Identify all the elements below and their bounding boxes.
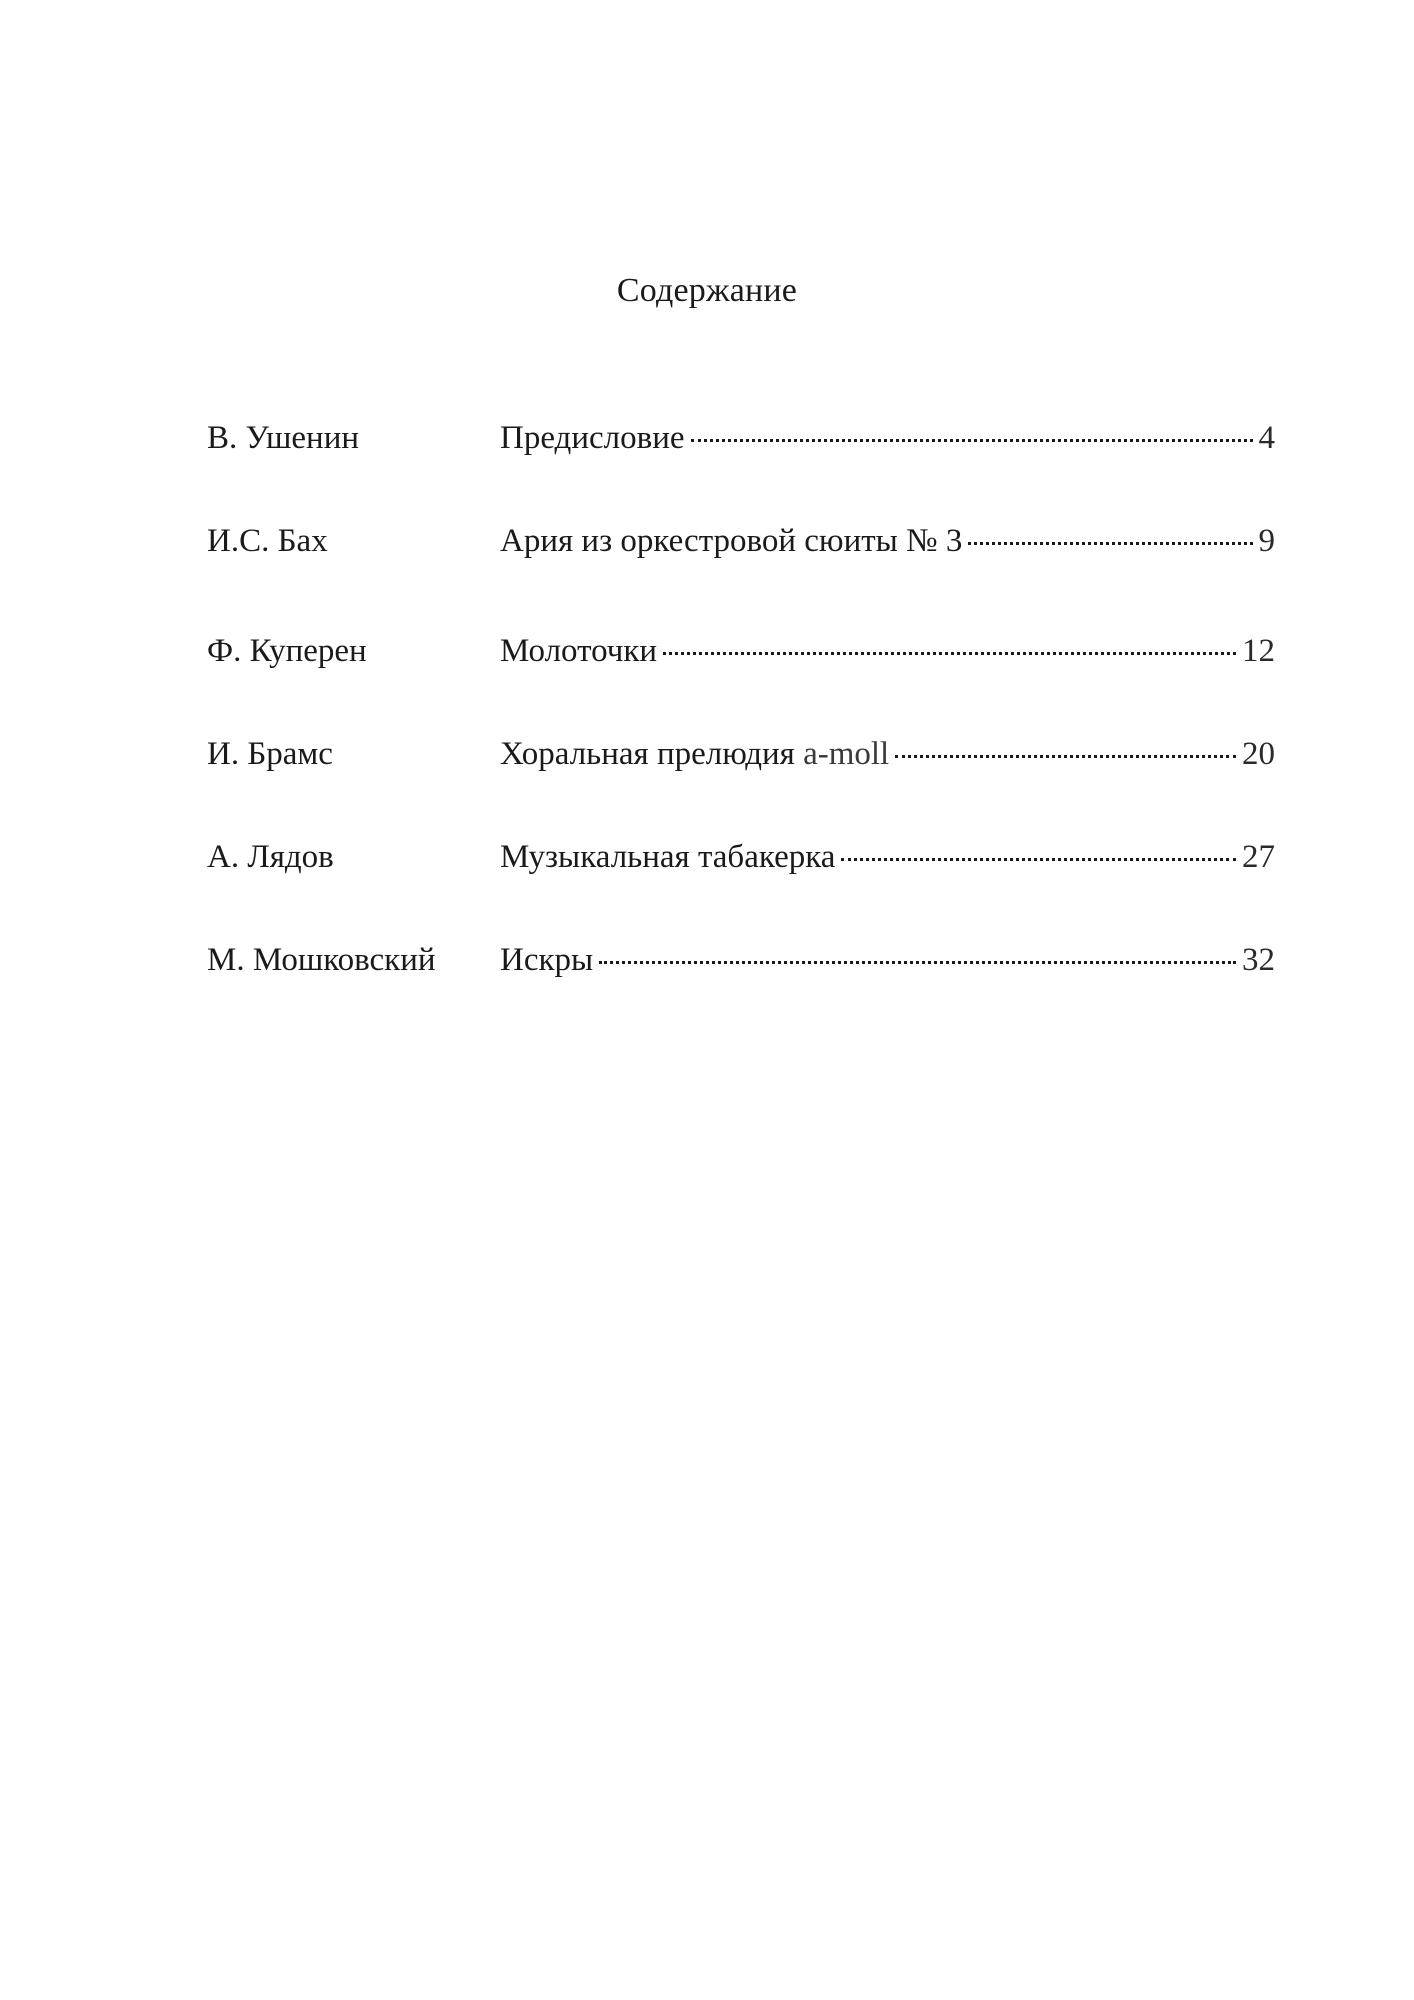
toc-entry[interactable]	[0, 633, 1414, 677]
toc-entry-line	[500, 942, 1275, 979]
toc-page-number: 4	[1258, 420, 1275, 456]
toc-author: М. Мошковский	[207, 942, 436, 978]
toc-page-number: 12	[1242, 633, 1275, 669]
toc-entry[interactable]	[0, 736, 1414, 780]
toc-title-text: Искры	[500, 942, 594, 978]
toc-title-text: Музыкальная табакерка	[500, 839, 836, 875]
dot-leader	[663, 652, 1236, 655]
toc-page-number: 20	[1242, 736, 1275, 772]
toc-title	[500, 633, 657, 670]
toc-author: Ф. Куперен	[207, 633, 367, 669]
toc-page-number: 27	[1242, 839, 1275, 875]
toc-author: И. Брамс	[207, 736, 333, 772]
dot-leader	[599, 961, 1236, 964]
toc-title-text: Ария из оркестровой сюиты № 3	[500, 523, 963, 559]
dot-leader	[841, 858, 1236, 861]
toc-page-number: 32	[1242, 942, 1275, 978]
toc-title	[500, 420, 685, 457]
toc-title-text: Хоральная прелюдия	[500, 736, 795, 772]
toc-title-key: a-moll	[803, 736, 890, 772]
toc-title-text: Предисловие	[500, 420, 685, 456]
toc-entry[interactable]	[0, 523, 1414, 567]
toc-heading: Содержание	[616, 272, 798, 309]
toc-entry[interactable]	[0, 420, 1414, 464]
toc-entry-line	[500, 420, 1275, 457]
toc-author: И.С. Бах	[207, 523, 328, 559]
toc-title	[500, 839, 835, 876]
toc-page-number: 9	[1258, 523, 1275, 559]
toc-title	[500, 523, 962, 560]
toc-title	[500, 736, 889, 773]
toc-title-text: Молоточки	[500, 633, 658, 669]
toc-entry-line	[500, 523, 1275, 560]
toc-entry[interactable]	[0, 942, 1414, 986]
dot-leader	[895, 755, 1236, 758]
dot-leader	[968, 542, 1252, 545]
toc-entry-line	[500, 633, 1275, 670]
toc-entry-line	[500, 839, 1275, 876]
toc-entry[interactable]	[0, 839, 1414, 883]
toc-title	[500, 942, 593, 979]
dot-leader	[691, 439, 1253, 442]
toc-author: А. Лядов	[207, 839, 334, 875]
toc-entry-line	[500, 736, 1275, 773]
toc-author: В. Ушенин	[207, 420, 360, 456]
